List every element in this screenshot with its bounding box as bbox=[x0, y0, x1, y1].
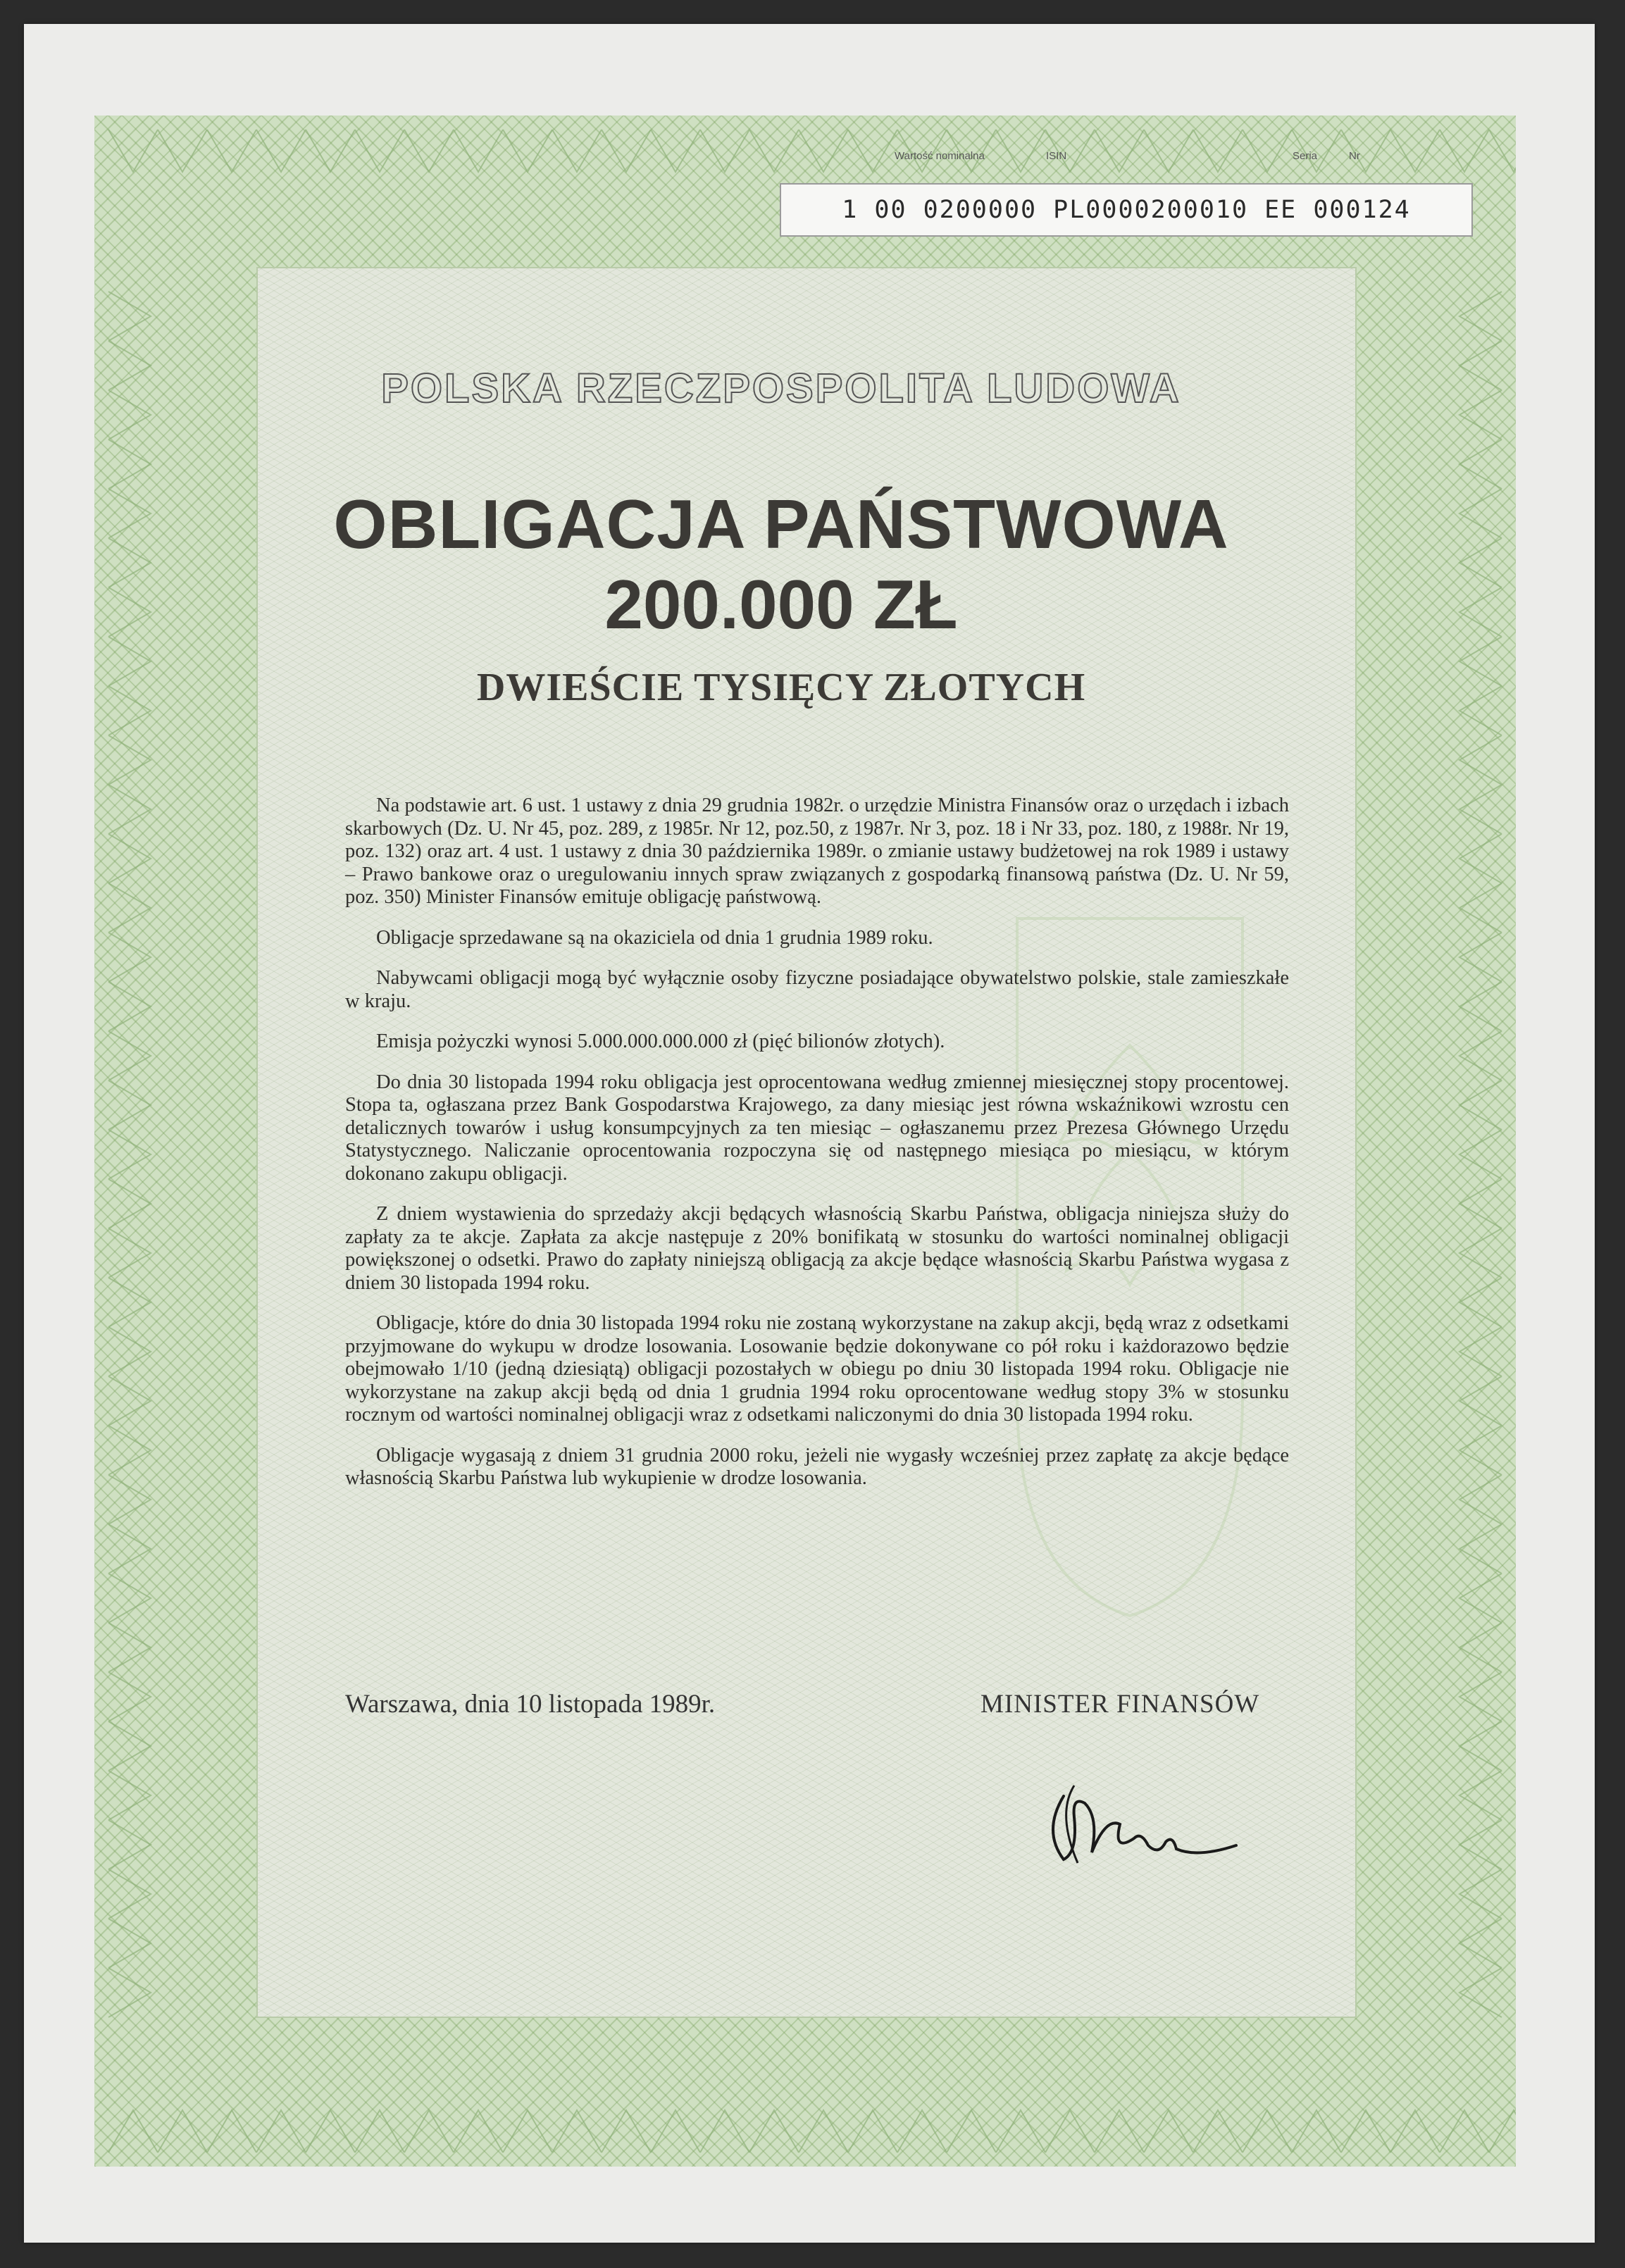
number-label: Nr bbox=[1349, 150, 1360, 162]
terms-paragraph: Obligacje sprzedawane są na okaziciela od dnia 1 grudnia 1989 roku. bbox=[376, 926, 933, 949]
serial-number-box: 1 00 0200000 PL0000200010 EE 000124 bbox=[780, 183, 1473, 237]
terms-paragraph: Obligacje, które do dnia 30 listopada 1994 roku nie zostaną wykorzystane na zakup akcji, będą wraz z odsetkami przyjmowane do wykupu w drodze losowania. Losowanie będzie dokonywane co pół roku i każdorazowo będzie obejmowało 1/10 (jedną dziesiątą) obligacji pozostałych w obiegu po dniu 30 listopada 1994 roku. Obligacje nie wykorzystane na zakup akcji będą od dnia 1 grudnia 1994 roku oprocentowane według stopy 3% w stosunku rocznym od wartości nominalnej obligacji wraz z odsetkami naliczonymi do dnia 30 listopada 1994 roku. bbox=[345, 1312, 1289, 1426]
terms-paragraph: Na podstawie art. 6 ust. 1 ustawy z dnia 29 grudnia 1982r. o urzędzie Ministra Finansów oraz o urzędach i izbach skarbowych (Dz. U. Nr 45, poz. 289, z 1985r. Nr 12, poz.50, z 1987r. Nr 3, poz. 18 i Nr 33, poz. 180, z 1988r. Nr 19, poz. 132) oraz art. 4 ust. 1 ustawy z dnia 30 października 1989r. o zmianie ustawy budżetowej na rok 1989 i ustawy – Prawo bankowe oraz o uregulowaniu innych spraw związanych z gospodarką finansową państwa (Dz. U. Nr 59, poz. 350) Minister Finansów emituje obligację państwową. bbox=[345, 795, 1289, 908]
bond-amount: 200.000 ZŁ bbox=[604, 566, 958, 643]
country-name: POLSKA RZECZPOSPOLITA LUDOWA bbox=[381, 366, 1181, 411]
minister-title: MINISTER FINANSÓW bbox=[980, 1690, 1260, 1719]
terms-paragraph: Obligacje wygasają z dniem 31 grudnia 2000 roku, jeżeli nie wygasły wcześniej przez zapłatę za akcje będące własnością Skarbu Państwa lub wykupienie w drodze losowania. bbox=[345, 1444, 1289, 1489]
place-and-date: Warszawa, dnia 10 listopada 1989r. bbox=[345, 1690, 716, 1719]
bond-terms bbox=[345, 795, 1289, 1508]
nominal-value-label: Wartość nominalna bbox=[895, 150, 985, 162]
amount-in-words: DWIEŚCIE TYSIĘCY ZŁOTYCH bbox=[476, 666, 1086, 709]
terms-paragraph: Emisja pożyczki wynosi 5.000.000.000.000 zł (pięć bilionów złotych). bbox=[376, 1030, 945, 1052]
isin-label: ISIN bbox=[1046, 150, 1067, 162]
terms-paragraph: Do dnia 30 listopada 1994 roku obligacja jest oprocentowana według zmiennej miesięcznej stopy procentowej. Stopa ta, ogłaszana przez Bank Gospodarstwa Krajowego, za dany miesiąc jest równa wskaźnikowi wzrostu cen detalicznych towarów i usług konsumpcyjnych za ten miesiąc – ogłaszanemu przez Prezesa Głównego Urzędu Statystycznego. Naliczanie oprocentowania rozpoczyna się od następnego miesiąca po miesiącu, w którym dokonano zakupu obligacji. bbox=[345, 1071, 1289, 1185]
bond-title: OBLIGACJA PAŃSTWOWA bbox=[333, 485, 1229, 563]
serial-labels bbox=[831, 150, 1381, 171]
terms-paragraph: Z dniem wystawienia do sprzedaży akcji będących własnością Skarbu Państwa, obligacja niniejsza służy do zapłaty za te akcje. Zapłata za akcje następuje z 20% bonifikatą w stosunku do wartości nominalnej obligacji powiększonej o odsetki. Prawo do zapłaty niniejszą obligacją za akcje będące własnością Skarbu Państwa wygasa z dniem 30 listopada 1994 roku. bbox=[345, 1203, 1289, 1294]
series-label: Seria bbox=[1293, 150, 1318, 162]
terms-paragraph: Nabywcami obligacji mogą być wyłącznie osoby fizyczne posiadające obywatelstwo polskie, stale zamieszkałe w kraju. bbox=[345, 967, 1289, 1012]
signature-icon bbox=[1035, 1775, 1240, 1881]
